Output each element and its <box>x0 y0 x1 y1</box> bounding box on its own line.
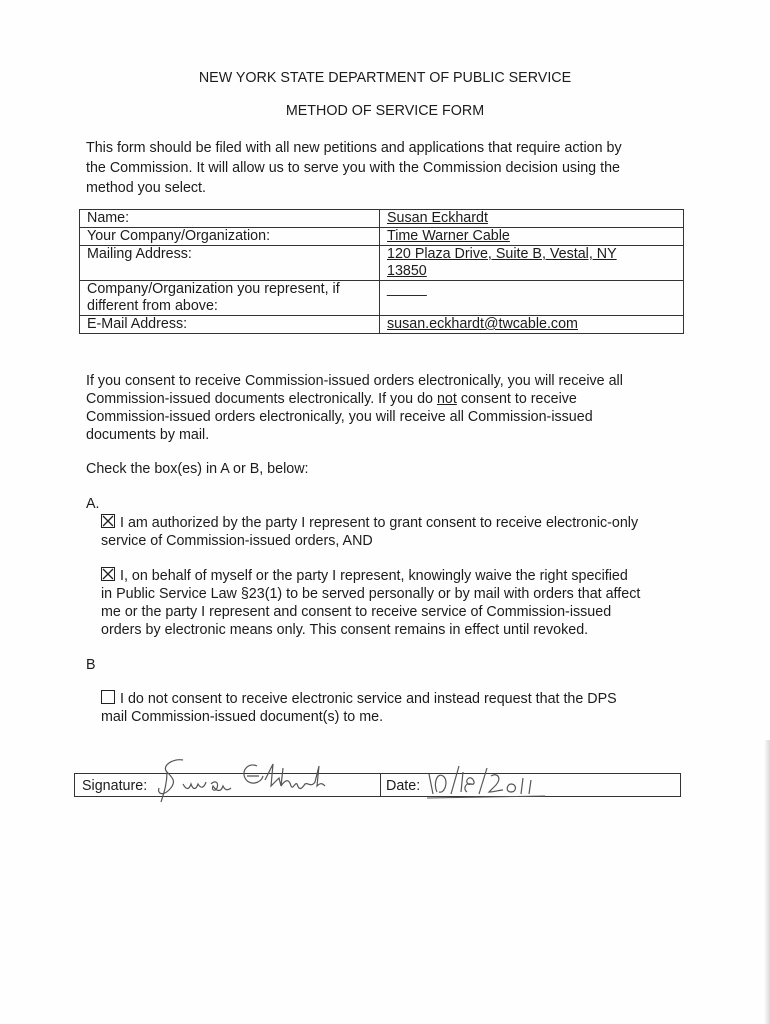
table-row <box>80 316 684 334</box>
consent-line-2-end: consent to receive <box>460 391 577 407</box>
signature-label: Signature: <box>82 778 148 794</box>
checkbox-b[interactable] <box>101 690 115 704</box>
address-line-2: 13850 <box>387 263 427 279</box>
form-title: METHOD OF SERVICE FORM <box>285 103 485 119</box>
address-label: Mailing Address: <box>80 246 380 281</box>
option-a2-line-1: I, on behalf of myself or the party I represent, knowingly waive the right specified <box>120 568 628 584</box>
check-instruction: Check the box(es) in A or B, below: <box>86 461 309 477</box>
table-row <box>80 281 684 316</box>
option-b-line-1: I do not consent to receive electronic service and instead request that the DPS <box>120 691 617 707</box>
consent-paragraph <box>86 372 686 444</box>
name-value[interactable]: Susan Eckhardt <box>380 210 684 228</box>
checkbox-a2[interactable] <box>101 567 115 581</box>
email-value[interactable]: susan.eckhardt@twcable.com <box>380 316 684 334</box>
table-row <box>80 210 684 228</box>
option-b-line-2: mail Commission-issued document(s) to me. <box>101 709 384 725</box>
company-value[interactable]: Time Warner Cable <box>380 228 684 246</box>
intro-paragraph <box>86 138 686 198</box>
option-a2-line-3: me or the party I represent and consent to receive service of Commission-issued <box>101 604 612 620</box>
intro-line-3: method you select. <box>86 180 207 196</box>
consent-line-2 <box>86 390 686 408</box>
option-a1-line-1: I am authorized by the party I represent to grant consent to receive electronic-only <box>120 515 639 531</box>
date-label: Date: <box>386 778 421 794</box>
intro-line-1: This form should be filed with all new petitions and applications that require action by <box>86 140 622 156</box>
consent-line-1: If you consent to receive Commission-issued orders electronically, you will receive all <box>86 373 623 389</box>
address-line-1: 120 Plaza Drive, Suite B, Vestal, NY <box>387 246 617 262</box>
signature-row <box>74 773 681 797</box>
represent-label <box>80 281 380 316</box>
consent-not-emphasis: not <box>436 391 457 407</box>
date-handwriting[interactable] <box>425 762 555 802</box>
consent-line-3: Commission-issued orders electronically, you will receive all Commission-issued <box>86 409 593 425</box>
consent-line-2-start: Commission-issued documents electronically. If you do <box>86 391 433 407</box>
signature-handwriting[interactable] <box>153 756 378 806</box>
contact-info-table <box>79 209 684 334</box>
option-a2-line-4: orders by electronic means only. This consent remains in effect until revoked. <box>101 622 589 638</box>
section-a-label: A. <box>86 496 100 512</box>
table-row <box>80 246 684 281</box>
name-label: Name: <box>80 210 380 228</box>
section-b-option <box>101 690 691 726</box>
section-a-option-1 <box>101 514 691 550</box>
email-label: E-Mail Address: <box>80 316 380 334</box>
company-label: Your Company/Organization: <box>80 228 380 246</box>
represent-label-line-2: different from above: <box>87 298 218 314</box>
consent-line-4: documents by mail. <box>86 427 210 443</box>
section-b-label: B <box>86 657 96 673</box>
option-a1-line-2: service of Commission-issued orders, AND <box>101 533 373 549</box>
represent-label-line-1: Company/Organization you represent, if <box>87 281 340 297</box>
section-a-option-2 <box>101 567 691 639</box>
address-value[interactable] <box>380 246 684 281</box>
scan-edge-shadow <box>764 740 770 1024</box>
checkbox-a1[interactable] <box>101 514 115 528</box>
represent-value[interactable]: _____ <box>380 281 684 316</box>
intro-line-2: the Commission. It will allow us to serve you with the Commission decision using the <box>86 160 620 176</box>
agency-title: NEW YORK STATE DEPARTMENT OF PUBLIC SERVICE <box>198 70 572 86</box>
table-row <box>80 228 684 246</box>
signature-divider <box>380 774 381 796</box>
option-a2-line-2: in Public Service Law §23(1) to be served personally or by mail with orders that affect <box>101 586 641 602</box>
